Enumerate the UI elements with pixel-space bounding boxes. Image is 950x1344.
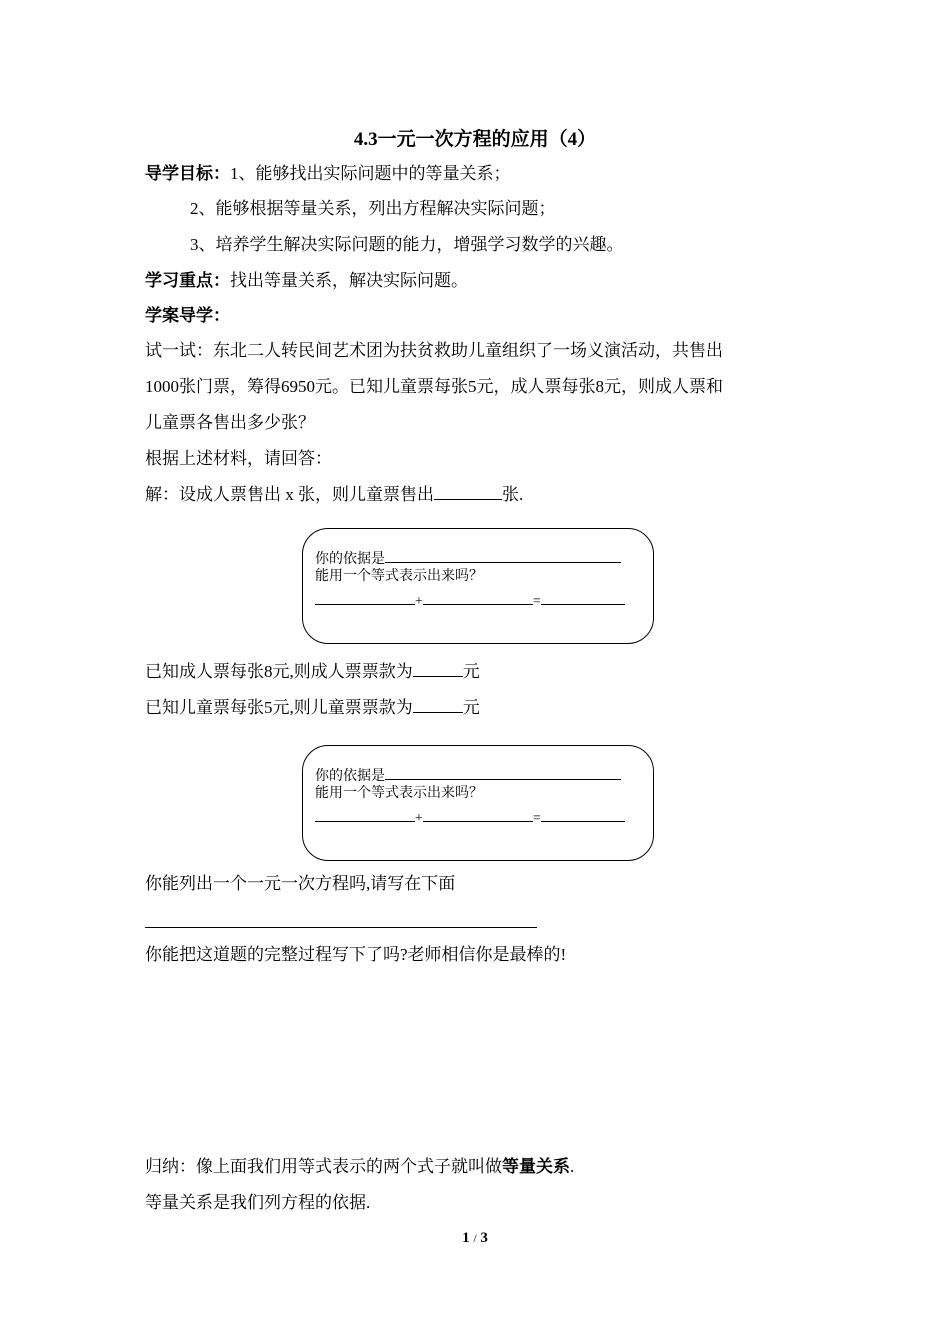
reasoning-bubble-1 bbox=[302, 528, 654, 644]
bubble2-question: 能用一个等式表示出来吗？ bbox=[315, 786, 483, 801]
equation-answer-line[interactable] bbox=[145, 927, 537, 928]
goals-line-1 bbox=[145, 164, 511, 184]
adult-fare-text: 已知成人票每张8元,则成人票票款为 bbox=[145, 662, 413, 681]
bubble1-question: 能用一个等式表示出来吗？ bbox=[315, 569, 483, 584]
summary-prefix: 归纳：像上面我们用等式表示的两个式子就叫做 bbox=[145, 1157, 502, 1176]
bubble2-term-2-blank[interactable] bbox=[423, 806, 533, 822]
bubble2-basis-blank[interactable] bbox=[385, 764, 621, 780]
child-count-blank[interactable] bbox=[434, 484, 502, 500]
bubble1-term-1-blank[interactable] bbox=[315, 589, 415, 605]
goal-item-3: 3、培养学生解决实际问题的能力，增强学习数学的兴趣。 bbox=[190, 235, 624, 254]
bubble1-basis-label: 你的依据是 bbox=[315, 552, 385, 567]
child-fare-unit: 元 bbox=[462, 698, 480, 717]
focus-label: 学习重点： bbox=[145, 271, 230, 290]
page-title: 4.3一元一次方程的应用（4） bbox=[353, 129, 597, 150]
goal-item-1: 1、能够找出实际问题中的等量关系； bbox=[230, 164, 511, 183]
bubble2-basis-label: 你的依据是 bbox=[315, 769, 385, 784]
bubble1-basis-blank[interactable] bbox=[385, 547, 621, 563]
bubble1-total-blank[interactable] bbox=[541, 589, 625, 605]
bubble2-equation-line bbox=[315, 806, 625, 828]
adult-fare-unit: 元 bbox=[462, 662, 480, 681]
bubble1-basis-line bbox=[315, 547, 621, 569]
bubble1-equation-line bbox=[315, 589, 625, 611]
summary-line-2: 等量关系是我们列方程的依据. bbox=[145, 1193, 371, 1212]
focus-text: 找出等量关系，解决实际问题。 bbox=[230, 271, 468, 290]
problem-line-3: 儿童票各售出多少张？ bbox=[145, 413, 315, 432]
solution-line bbox=[145, 484, 523, 505]
page-total: 3 bbox=[480, 1230, 488, 1246]
bubble2-plus: + bbox=[415, 811, 423, 826]
adult-fare-blank[interactable] bbox=[413, 661, 463, 677]
bubble2-equals: = bbox=[532, 811, 541, 826]
goals-label: 导学目标： bbox=[145, 164, 230, 183]
bubble2-basis-line bbox=[315, 764, 621, 786]
goal-item-2: 2、能够根据等量关系，列出方程解决实际问题； bbox=[190, 199, 556, 218]
child-fare-text: 已知儿童票每张5元,则儿童票票款为 bbox=[145, 698, 413, 717]
bubble1-equals: = bbox=[532, 594, 541, 609]
bubble1-plus: + bbox=[415, 594, 423, 609]
adult-fare-line bbox=[145, 661, 480, 682]
page-current: 1 bbox=[462, 1230, 470, 1246]
guide-label: 学案导学： bbox=[145, 306, 230, 325]
summary-keyword: 等量关系 bbox=[502, 1157, 570, 1176]
page-number bbox=[0, 1230, 950, 1247]
bubble2-term-1-blank[interactable] bbox=[315, 806, 415, 822]
problem-line-1: 试一试：东北二人转民间艺术团为扶贫救助儿童组织了一场义演活动，共售出 bbox=[145, 341, 723, 360]
summary-period: . bbox=[570, 1157, 575, 1176]
full-process-prompt: 你能把这道题的完整过程写下了吗?老师相信你是最棒的! bbox=[145, 945, 567, 964]
answer-prompt: 根据上述材料，请回答： bbox=[145, 449, 332, 468]
bubble1-term-2-blank[interactable] bbox=[423, 589, 533, 605]
summary-line-1 bbox=[145, 1157, 574, 1177]
child-fare-blank[interactable] bbox=[413, 697, 463, 713]
bubble2-total-blank[interactable] bbox=[541, 806, 625, 822]
page-separator: / bbox=[473, 1231, 477, 1245]
solution-suffix: 张. bbox=[502, 485, 524, 504]
reasoning-bubble-2 bbox=[302, 745, 654, 861]
solution-prefix: 解：设成人票售出 x 张，则儿童票售出 bbox=[145, 485, 434, 504]
equation-prompt: 你能列出一个一元一次方程吗,请写在下面 bbox=[145, 874, 456, 893]
focus-line bbox=[145, 271, 468, 291]
child-fare-line bbox=[145, 697, 480, 718]
problem-line-2: 1000张门票，筹得6950元。已知儿童票每张5元，成人票每张8元，则成人票和 bbox=[145, 377, 723, 396]
